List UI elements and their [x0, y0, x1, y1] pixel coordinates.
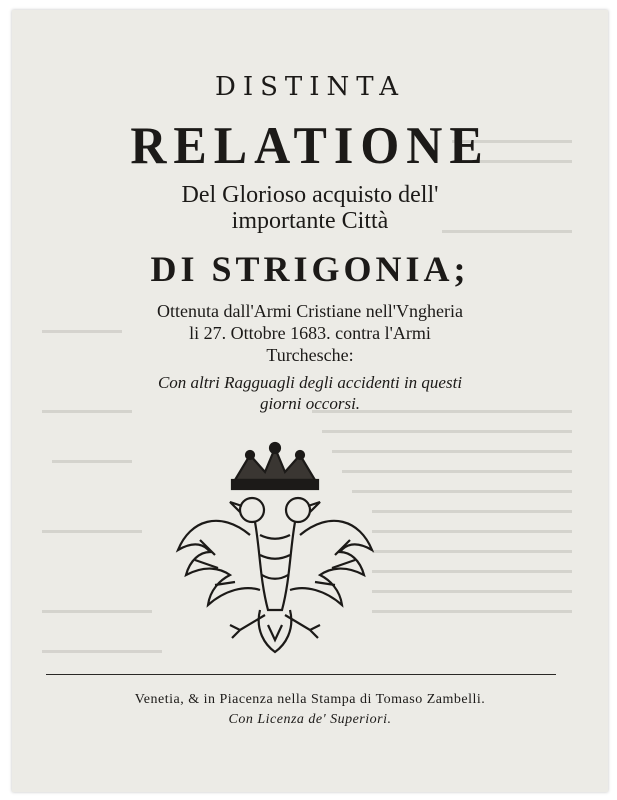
- imprint: [12, 690, 608, 730]
- place-heading: DI STRIGONIA;: [150, 249, 470, 289]
- subtitle: [12, 182, 608, 234]
- imprint-line-1: Venetia, & in Piacenza nella Stampa di Tomaso Zambelli.: [134, 692, 486, 707]
- body-text: [12, 300, 608, 366]
- document-page: [12, 10, 608, 792]
- body-line-1: Ottenuta dall'Armi Cristiane nell'Vngheria: [157, 301, 463, 321]
- crowned-double-headed-eagle-icon: [160, 440, 390, 670]
- italic-line-1: Con altri Ragguagli degli accidenti in questi: [157, 373, 463, 392]
- subtitle-line-1: Del Glorioso acquisto dell': [181, 182, 439, 208]
- divider-rule: [46, 674, 556, 675]
- body-line-2: li 27. Ottobre 1683. contra l'Armi: [189, 323, 431, 343]
- subtitle-line-2: importante Città: [231, 208, 389, 234]
- title-distinta: DISTINTA: [215, 72, 405, 102]
- italic-note: [12, 372, 608, 414]
- italic-line-2: giorni occorsi.: [259, 394, 361, 413]
- body-line-3: Turchesche:: [266, 345, 354, 365]
- title-relatione: RELATIONE: [130, 115, 490, 175]
- imprint-line-2: Con Licenza de' Superiori.: [228, 712, 392, 727]
